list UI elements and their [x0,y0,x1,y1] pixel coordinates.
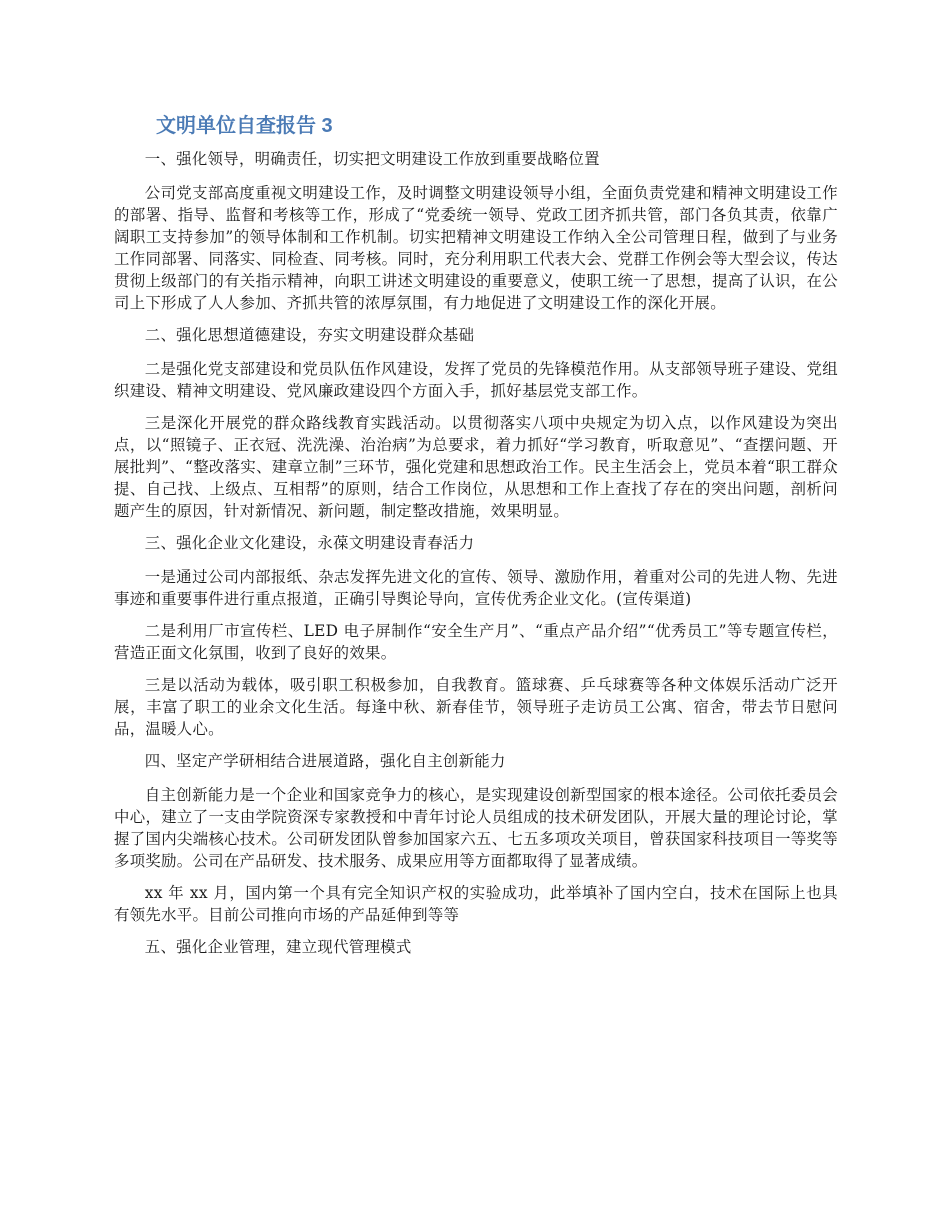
body-paragraph: 公司党支部高度重视文明建设工作，及时调整文明建设领导小组，全面负责党建和精神文明建设工作的部署、指导、监督和考核等工作，形成了“党委统一领导、党政工团齐抓共管，部门各负其责，依靠广阔职工支持参加”的领导体制和工作机制。切实把精神文明建设工作纳入全公司管理日程，做到了与业务工作同部署、同落实、同检查、同考核。同时，充分利用职工代表大会、党群工作例会等大型会议，传达贯彻上级部门的有关指示精神，向职工讲述文明建设的重要意义，使职工统一了思想，提高了认识，在公司上下形成了人人参加、齐抓共管的浓厚氛围，有力地促进了文明建设工作的深化开展。 [114,184,838,312]
section-heading-4: 四、坚定产学研相结合进展道路，强化自主创新能力 [144,752,506,770]
document-title: 文明单位自查报告 3 [156,115,333,137]
body-paragraph: xx 年 xx 月，国内第一个具有完全知识产权的实验成功，此举填补了国内空白，技术在国际上也具有领先水平。目前公司推向市场的产品延伸到等等 [114,884,838,924]
body-paragraph: 一是通过公司内部报纸、杂志发挥先进文化的宣传、领导、激励作用，着重对公司的先进人物、先进事迹和重要事件进行重点报道，正确引导舆论导向，宣传优秀企业文化。(宣传渠道) [114,568,838,608]
body-paragraph: 三是深化开展党的群众路线教育实践活动。以贯彻落实八项中央规定为切入点，以作风建设为突出点，以“照镜子、正衣冠、洗洗澡、治治病”为总要求，着力抓好“学习教育，听取意见”、“查摆问题、开展批判”、“整改落实、建章立制”三环节，强化党建和思想政治工作。民主生活会上，党员本着“职工群众提、自己找、上级点、互相帮”的原则，结合工作岗位，从思想和工作上查找了存在的突出问题，剖析问题产生的原因，针对新情况、新问题，制定整改措施，效果明显。 [114,414,838,520]
document-page [114,112,838,970]
section-heading-2: 二、强化思想道德建设，夯实文明建设群众基础 [144,326,475,344]
section-heading-5: 五、强化企业管理，建立现代管理模式 [144,938,412,956]
body-paragraph: 二是利用厂市宣传栏、LED 电子屏制作“安全生产月”、“重点产品介绍”“优秀员工”等专题宣传栏，营造正面文化氛围，收到了良好的效果。 [114,622,838,662]
body-paragraph: 三是以活动为载体，吸引职工积极参加，自我教育。篮球赛、乒乓球赛等各种文体娱乐活动广泛开展，丰富了职工的业余文化生活。每逢中秋、新春佳节，领导班子走访员工公寓、宿舍，带去节日慰问品，温暖人心。 [114,676,838,738]
body-paragraph: 自主创新能力是一个企业和国家竞争力的核心，是实现建设创新型国家的根本途径。公司依托委员会中心，建立了一支由学院资深专家教授和中青年讨论人员组成的技术研发团队，开展大量的理论讨论，掌握了国内尖端核心技术。公司研发团队曾参加国家六五、七五多项攻关项目，曾获国家科技项目一等奖等多项奖励。公司在产品研发、技术服务、成果应用等方面都取得了显著成绩。 [114,786,838,870]
section-heading-3: 三、强化企业文化建设，永葆文明建设青春活力 [144,534,475,552]
section-heading-1: 一、强化领导，明确责任，切实把文明建设工作放到重要战略位置 [144,150,600,168]
body-paragraph: 二是强化党支部建设和党员队伍作风建设，发挥了党员的先锋模范作用。从支部领导班子建设、党组织建设、精神文明建设、党风廉政建设四个方面入手，抓好基层党支部工作。 [114,360,838,400]
